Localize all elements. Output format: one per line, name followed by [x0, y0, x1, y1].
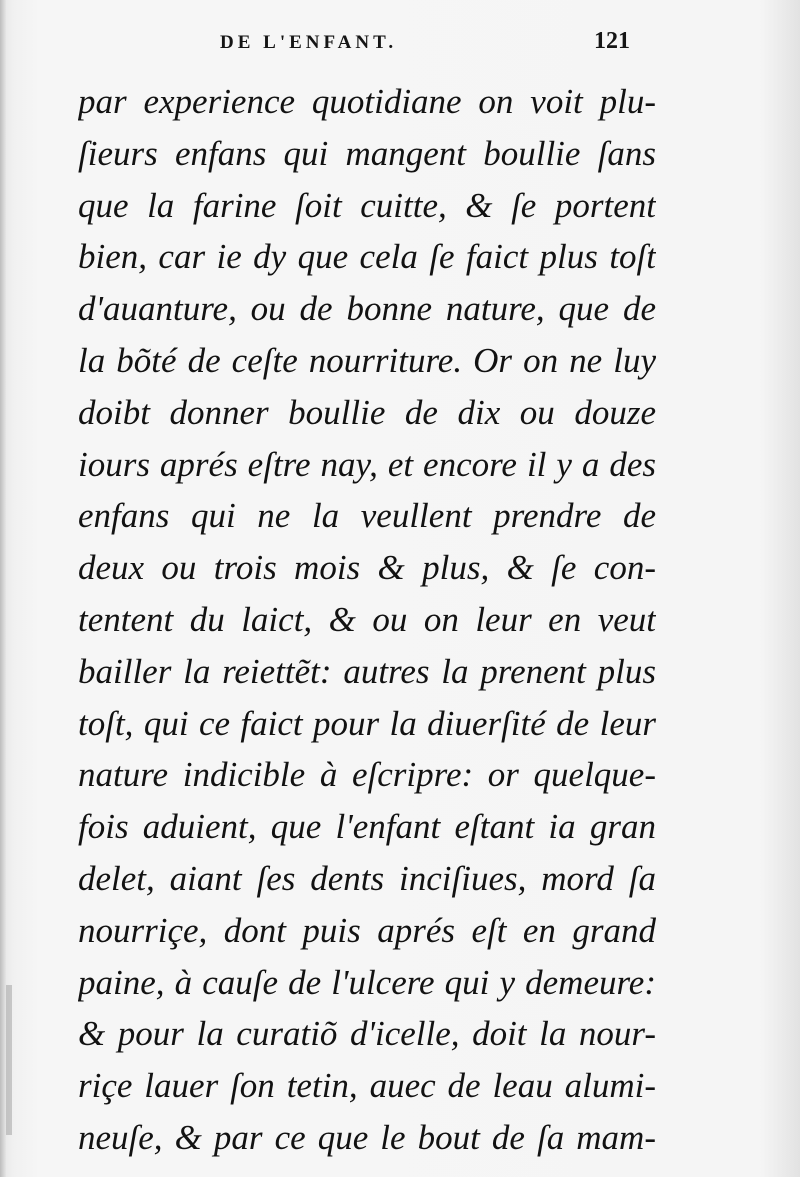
- body-text: [78, 76, 656, 1164]
- text-line: delet, aiant ſes dents inciſiues, mord ſa: [78, 858, 656, 898]
- text-line: deux ou trois mois & plus, & ſe con-: [78, 548, 656, 588]
- text-line: neuſe, & par ce que le bout de ſa mam-: [78, 1117, 656, 1157]
- text-line: d'auanture, ou de bonne nature, que de: [78, 289, 656, 329]
- binding-shadow: [6, 985, 12, 1135]
- text-line: que la farine ſoit cuitte, & ſe portent: [78, 185, 656, 225]
- text-line: & pour la curatiõ d'icelle, doit la nour-: [78, 1014, 656, 1054]
- running-head: DE L'ENFANT.: [220, 32, 398, 53]
- text-line: nature indicible à eſcripre: or quelque-: [78, 755, 656, 795]
- text-line: tentent du laict, & ou on leur en veut: [78, 599, 656, 639]
- text-line: paine, à cauſe de l'ulcere qui y demeure:: [78, 962, 656, 1002]
- page-number: 121: [594, 28, 630, 54]
- text-line: la bõté de ceſte nourriture. Or on ne luy: [78, 340, 656, 380]
- text-line: nourriçe, dont puis aprés eſt en grand: [78, 910, 656, 950]
- text-line: iours aprés eſtre nay, et encore il y a des: [78, 444, 656, 484]
- text-line: bailler la reiettẽt: autres la prenent plus: [78, 651, 656, 691]
- text-line: riçe lauer ſon tetin, auec de leau alumi-: [78, 1066, 656, 1106]
- page-header: [80, 24, 640, 64]
- text-line: bien, car ie dy que cela ſe faict plus toſt: [78, 237, 656, 277]
- text-line: fois aduient, que l'enfant eſtant ia gran: [78, 807, 656, 847]
- text-line: par experience quotidiane on voit plu-: [78, 82, 656, 121]
- text-line: toſt, qui ce faict pour la diuerſité de leur: [78, 703, 656, 743]
- text-line: enfans qui ne la veullent prendre de: [78, 496, 656, 536]
- text-line: ſieurs enfans qui mangent boullie ſans: [78, 133, 656, 173]
- text-line: doibt donner boullie de dix ou douze: [78, 392, 656, 432]
